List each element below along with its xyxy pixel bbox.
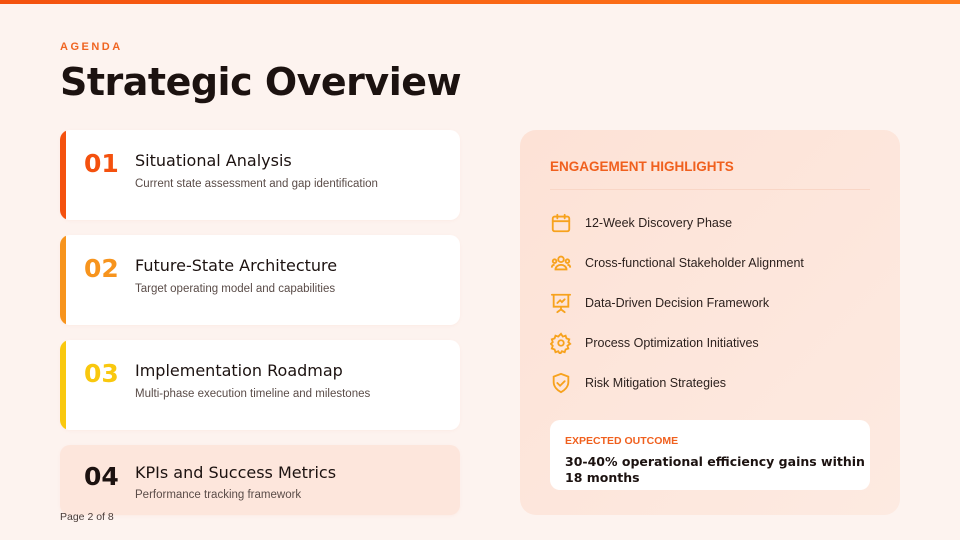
agenda-item-3[interactable]: [60, 340, 460, 430]
agenda-description: Target operating model and capabilities: [135, 283, 336, 295]
agenda-title: Implementation Roadmap: [135, 361, 343, 380]
highlight-item: [550, 291, 769, 315]
highlight-label: 12-Week Discovery Phase: [585, 216, 733, 230]
accent-bar: [60, 130, 66, 220]
engagement-highlights-panel: [520, 130, 900, 515]
agenda-title: Future-State Architecture: [135, 256, 338, 275]
page-indicator: Page 2 of 8: [60, 511, 114, 523]
highlight-item: [550, 211, 732, 235]
agenda-number: 02: [84, 254, 119, 283]
divider: [550, 189, 870, 190]
agenda-title: Situational Analysis: [135, 151, 292, 170]
section-eyebrow: AGENDA: [60, 41, 123, 53]
agenda-description: Performance tracking framework: [135, 489, 302, 501]
highlight-label: Process Optimization Initiatives: [585, 336, 759, 350]
agenda-item-2[interactable]: [60, 235, 460, 325]
highlight-item: [550, 251, 804, 275]
accent-bar: [60, 235, 66, 325]
agenda-title: KPIs and Success Metrics: [135, 463, 337, 482]
highlight-item: [550, 331, 759, 355]
outcome-label: EXPECTED OUTCOME: [565, 435, 679, 447]
outcome-text: 30-40% operational efficiency gains within 18 months: [565, 454, 865, 485]
agenda-item-1[interactable]: [60, 130, 460, 220]
agenda-description: Multi-phase execution timeline and milestones: [135, 388, 371, 400]
expected-outcome-card: [550, 420, 870, 490]
highlight-item: [550, 371, 726, 395]
agenda-description: Current state assessment and gap identification: [135, 178, 378, 190]
highlight-label: Risk Mitigation Strategies: [585, 376, 727, 390]
top-accent-bar: [0, 0, 960, 4]
gear-icon: [550, 332, 572, 354]
agenda-number: 03: [84, 359, 119, 388]
calendar-icon: [550, 212, 572, 234]
users-icon: [550, 252, 572, 274]
highlight-label: Cross-functional Stakeholder Alignment: [585, 256, 804, 270]
page-title: Strategic Overview: [60, 60, 462, 104]
highlight-label: Data-Driven Decision Framework: [585, 296, 770, 310]
panel-title: ENGAGEMENT HIGHLIGHTS: [550, 159, 734, 174]
accent-bar: [60, 340, 66, 430]
agenda-item-4-active[interactable]: [60, 445, 460, 515]
agenda-number: 01: [84, 149, 119, 178]
agenda-number: 04: [84, 462, 119, 491]
presentation-chart-icon: [550, 292, 572, 314]
shield-check-icon: [550, 372, 572, 394]
